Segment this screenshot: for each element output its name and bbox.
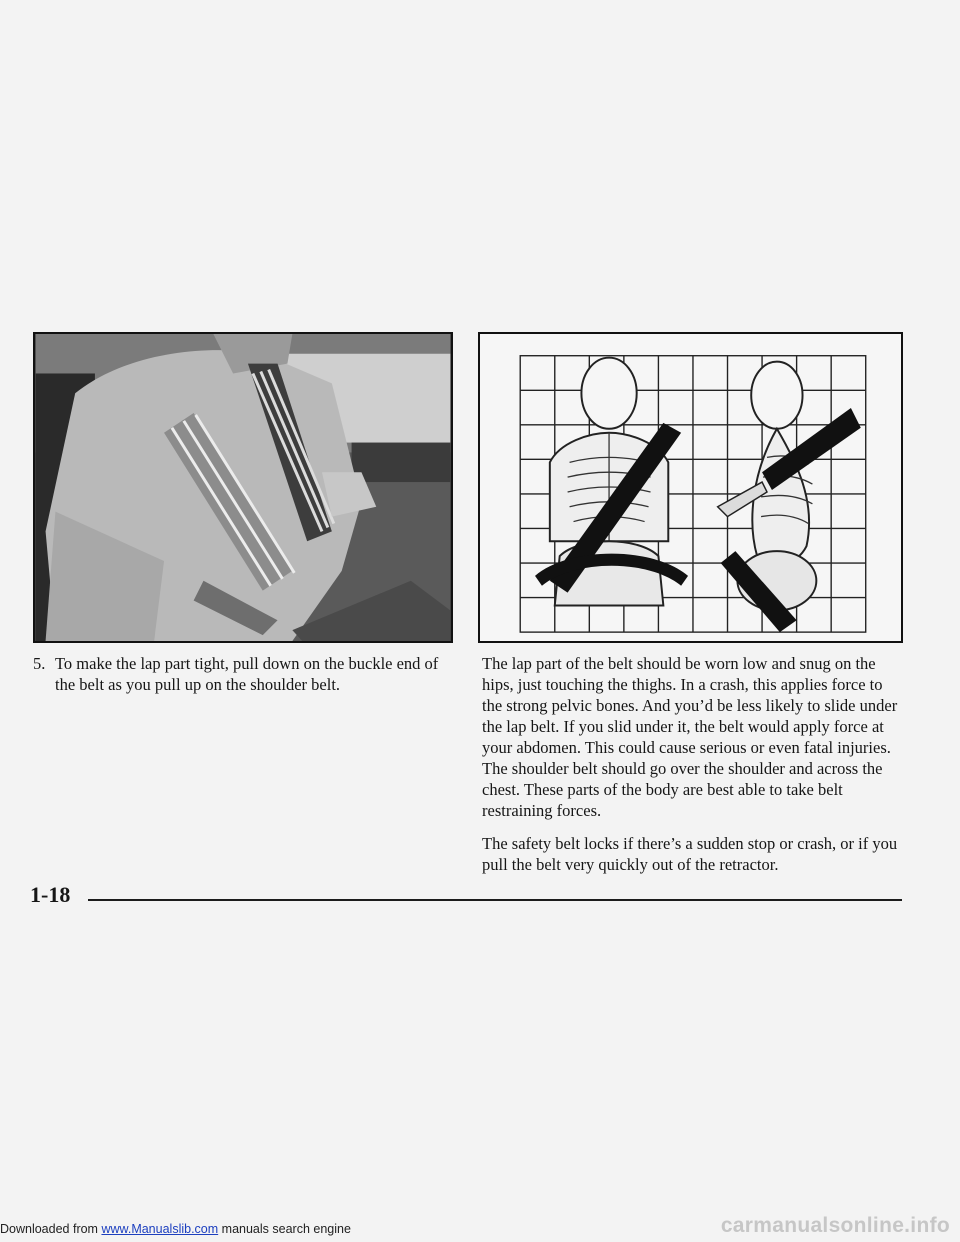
step-text: To make the lap part tight, pull down on the buckle end of the belt as you pull up on the shoulder belt. [55,654,439,694]
page-number: 1-18 [30,882,71,907]
page-footer [30,882,902,910]
banner-suffix: manuals search engine [221,1222,351,1236]
paragraph-lap-belt: The lap part of the belt should be worn low and snug on the hips, just touching the thighs. In a crash, this applies force to the strong pelvic bones. And you’d be less likely to slide under the lap belt. If you slid under it, the belt would apply force at your abdomen. This could cause serious or even fatal injuries. The shoulder belt should go over the shoulder and across the chest. These parts of the body are best able to take belt restraining forces. [482,654,898,820]
right-column-text [482,653,902,887]
manualslib-link[interactable]: www.Manualslib.com [101,1222,219,1236]
download-banner [0,1222,351,1236]
paragraph-belt-locks: The safety belt locks if there’s a sudden stop or crash, or if you pull the belt very quickly out of the retractor. [482,834,898,874]
belt-tightening-photo [33,332,453,643]
step-number: 5. [33,654,46,673]
watermark: carmanualsonline.info [720,1214,950,1237]
skeleton-belt-diagram [478,332,903,643]
step-5 [33,653,453,695]
footer-rule [88,899,902,901]
banner-prefix: Downloaded from [0,1222,98,1236]
